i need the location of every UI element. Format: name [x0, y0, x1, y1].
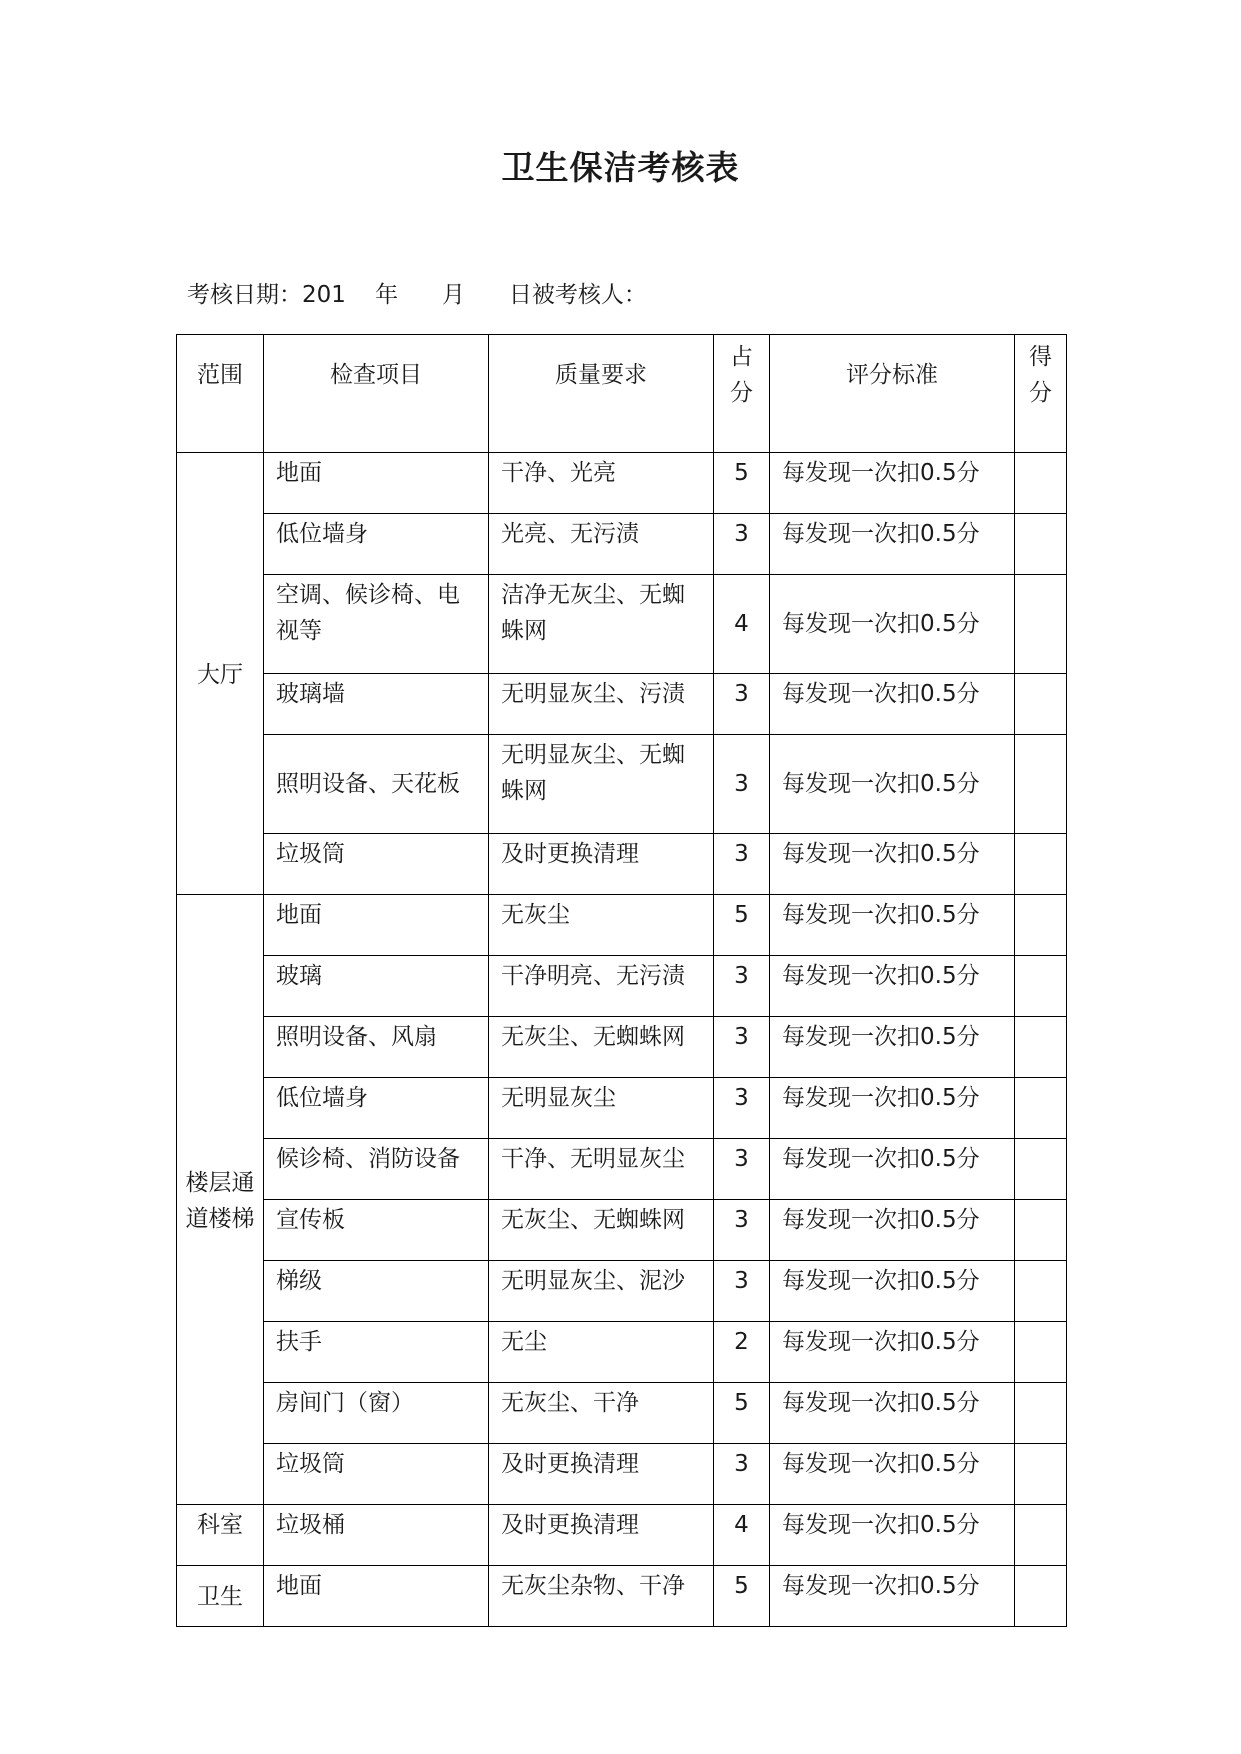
- points-cell: 3: [714, 514, 770, 575]
- item-cell: 扶手: [264, 1322, 489, 1383]
- table-header-row: [177, 335, 1067, 453]
- table-row: [177, 1383, 1067, 1444]
- quality-cell: 洁净无灰尘、无蜘蛛网: [489, 575, 714, 674]
- score-cell[interactable]: [1015, 1505, 1067, 1566]
- quality-cell: 光亮、无污渍: [489, 514, 714, 575]
- quality-cell: 无明显灰尘、泥沙: [489, 1261, 714, 1322]
- item-cell: 低位墙身: [264, 514, 489, 575]
- standard-cell: 每发现一次扣0.5分: [770, 453, 1015, 514]
- score-cell[interactable]: [1015, 674, 1067, 735]
- inspection-table: [176, 334, 1067, 1627]
- table-row: [177, 1017, 1067, 1078]
- table-row: [177, 1505, 1067, 1566]
- item-cell: 玻璃墙: [264, 674, 489, 735]
- standard-cell: 每发现一次扣0.5分: [770, 956, 1015, 1017]
- item-cell: 梯级: [264, 1261, 489, 1322]
- score-cell[interactable]: [1015, 1017, 1067, 1078]
- table-row: [177, 1566, 1067, 1627]
- score-cell[interactable]: [1015, 1078, 1067, 1139]
- standard-cell: 每发现一次扣0.5分: [770, 1261, 1015, 1322]
- standard-cell: 每发现一次扣0.5分: [770, 1566, 1015, 1627]
- score-cell[interactable]: [1015, 1566, 1067, 1627]
- points-cell: 3: [714, 956, 770, 1017]
- score-cell[interactable]: [1015, 956, 1067, 1017]
- score-cell[interactable]: [1015, 514, 1067, 575]
- quality-cell: 无灰尘杂物、干净: [489, 1566, 714, 1627]
- quality-cell: 无灰尘: [489, 895, 714, 956]
- points-cell: 3: [714, 735, 770, 834]
- quality-cell: 无灰尘、无蜘蛛网: [489, 1200, 714, 1261]
- score-cell[interactable]: [1015, 735, 1067, 834]
- header-quality: 质量要求: [489, 335, 714, 453]
- standard-cell: 每发现一次扣0.5分: [770, 1017, 1015, 1078]
- quality-cell: 无明显灰尘: [489, 1078, 714, 1139]
- table-row: [177, 895, 1067, 956]
- points-cell: 3: [714, 674, 770, 735]
- item-cell: 低位墙身: [264, 1078, 489, 1139]
- table-row: [177, 1078, 1067, 1139]
- table-row: [177, 956, 1067, 1017]
- score-cell[interactable]: [1015, 1200, 1067, 1261]
- item-cell: 照明设备、天花板: [264, 735, 489, 834]
- item-cell: 玻璃: [264, 956, 489, 1017]
- header-item: 检查项目: [264, 335, 489, 453]
- quality-cell: 无明显灰尘、无蜘蛛网: [489, 735, 714, 834]
- points-cell: 3: [714, 1078, 770, 1139]
- points-cell: 4: [714, 1505, 770, 1566]
- table-row: [177, 834, 1067, 895]
- item-cell: 垃圾桶: [264, 1505, 489, 1566]
- quality-cell: 无明显灰尘、污渍: [489, 674, 714, 735]
- standard-cell: 每发现一次扣0.5分: [770, 895, 1015, 956]
- page-title: 卫生保洁考核表: [501, 148, 740, 187]
- points-cell: 5: [714, 1566, 770, 1627]
- standard-cell: 每发现一次扣0.5分: [770, 514, 1015, 575]
- points-cell: 3: [714, 1200, 770, 1261]
- quality-cell: 无灰尘、干净: [489, 1383, 714, 1444]
- standard-cell: 每发现一次扣0.5分: [770, 674, 1015, 735]
- table-row: [177, 674, 1067, 735]
- points-cell: 3: [714, 1139, 770, 1200]
- standard-cell: 每发现一次扣0.5分: [770, 1078, 1015, 1139]
- points-cell: 3: [714, 834, 770, 895]
- item-cell: 候诊椅、消防设备: [264, 1139, 489, 1200]
- score-cell[interactable]: [1015, 575, 1067, 674]
- points-cell: 4: [714, 575, 770, 674]
- item-cell: 垃圾筒: [264, 1444, 489, 1505]
- points-cell: 3: [714, 1444, 770, 1505]
- item-cell: 宣传板: [264, 1200, 489, 1261]
- item-cell: 地面: [264, 453, 489, 514]
- item-cell: 空调、候诊椅、电视等: [264, 575, 489, 674]
- table-row: [177, 1322, 1067, 1383]
- header-standard: 评分标准: [770, 335, 1015, 453]
- score-cell[interactable]: [1015, 453, 1067, 514]
- score-cell[interactable]: [1015, 834, 1067, 895]
- group-floor: 楼层通道楼梯: [177, 895, 264, 1505]
- standard-cell: 每发现一次扣0.5分: [770, 1139, 1015, 1200]
- points-cell: 5: [714, 895, 770, 956]
- standard-cell: 每发现一次扣0.5分: [770, 1383, 1015, 1444]
- standard-cell: 每发现一次扣0.5分: [770, 834, 1015, 895]
- points-cell: 3: [714, 1017, 770, 1078]
- quality-cell: 及时更换清理: [489, 1444, 714, 1505]
- header-points: 占分: [714, 335, 770, 453]
- quality-cell: 干净、无明显灰尘: [489, 1139, 714, 1200]
- score-cell[interactable]: [1015, 1322, 1067, 1383]
- table-row: [177, 735, 1067, 834]
- quality-cell: 干净、光亮: [489, 453, 714, 514]
- standard-cell: 每发现一次扣0.5分: [770, 1322, 1015, 1383]
- group-lobby: 大厅: [177, 453, 264, 895]
- group-dept: 科室: [177, 1505, 264, 1566]
- header-score: 得分: [1015, 335, 1067, 453]
- score-cell[interactable]: [1015, 895, 1067, 956]
- quality-cell: 及时更换清理: [489, 834, 714, 895]
- standard-cell: 每发现一次扣0.5分: [770, 1505, 1015, 1566]
- quality-cell: 及时更换清理: [489, 1505, 714, 1566]
- points-cell: 3: [714, 1261, 770, 1322]
- item-cell: 照明设备、风扇: [264, 1017, 489, 1078]
- table-row: [177, 1261, 1067, 1322]
- item-cell: 房间门（窗）: [264, 1383, 489, 1444]
- score-cell[interactable]: [1015, 1383, 1067, 1444]
- standard-cell: 每发现一次扣0.5分: [770, 1444, 1015, 1505]
- standard-cell: 每发现一次扣0.5分: [770, 575, 1015, 674]
- item-cell: 地面: [264, 895, 489, 956]
- standard-cell: 每发现一次扣0.5分: [770, 1200, 1015, 1261]
- table-row: [177, 1139, 1067, 1200]
- standard-cell: 每发现一次扣0.5分: [770, 735, 1015, 834]
- header-range: 范围: [177, 335, 264, 453]
- points-cell: 2: [714, 1322, 770, 1383]
- table-row: [177, 1200, 1067, 1261]
- score-cell[interactable]: [1015, 1444, 1067, 1505]
- quality-cell: 无尘: [489, 1322, 714, 1383]
- score-cell[interactable]: [1015, 1261, 1067, 1322]
- group-hygiene: 卫生: [177, 1566, 264, 1627]
- points-cell: 5: [714, 1383, 770, 1444]
- table-row: [177, 453, 1067, 514]
- quality-cell: 无灰尘、无蜘蛛网: [489, 1017, 714, 1078]
- item-cell: 垃圾筒: [264, 834, 489, 895]
- quality-cell: 干净明亮、无污渍: [489, 956, 714, 1017]
- item-cell: 地面: [264, 1566, 489, 1627]
- table-row: [177, 514, 1067, 575]
- table-row: [177, 575, 1067, 674]
- points-cell: 5: [714, 453, 770, 514]
- assessment-info-line: 考核日期：201 年 月 日被考核人：: [187, 282, 647, 308]
- table-row: [177, 1444, 1067, 1505]
- score-cell[interactable]: [1015, 1139, 1067, 1200]
